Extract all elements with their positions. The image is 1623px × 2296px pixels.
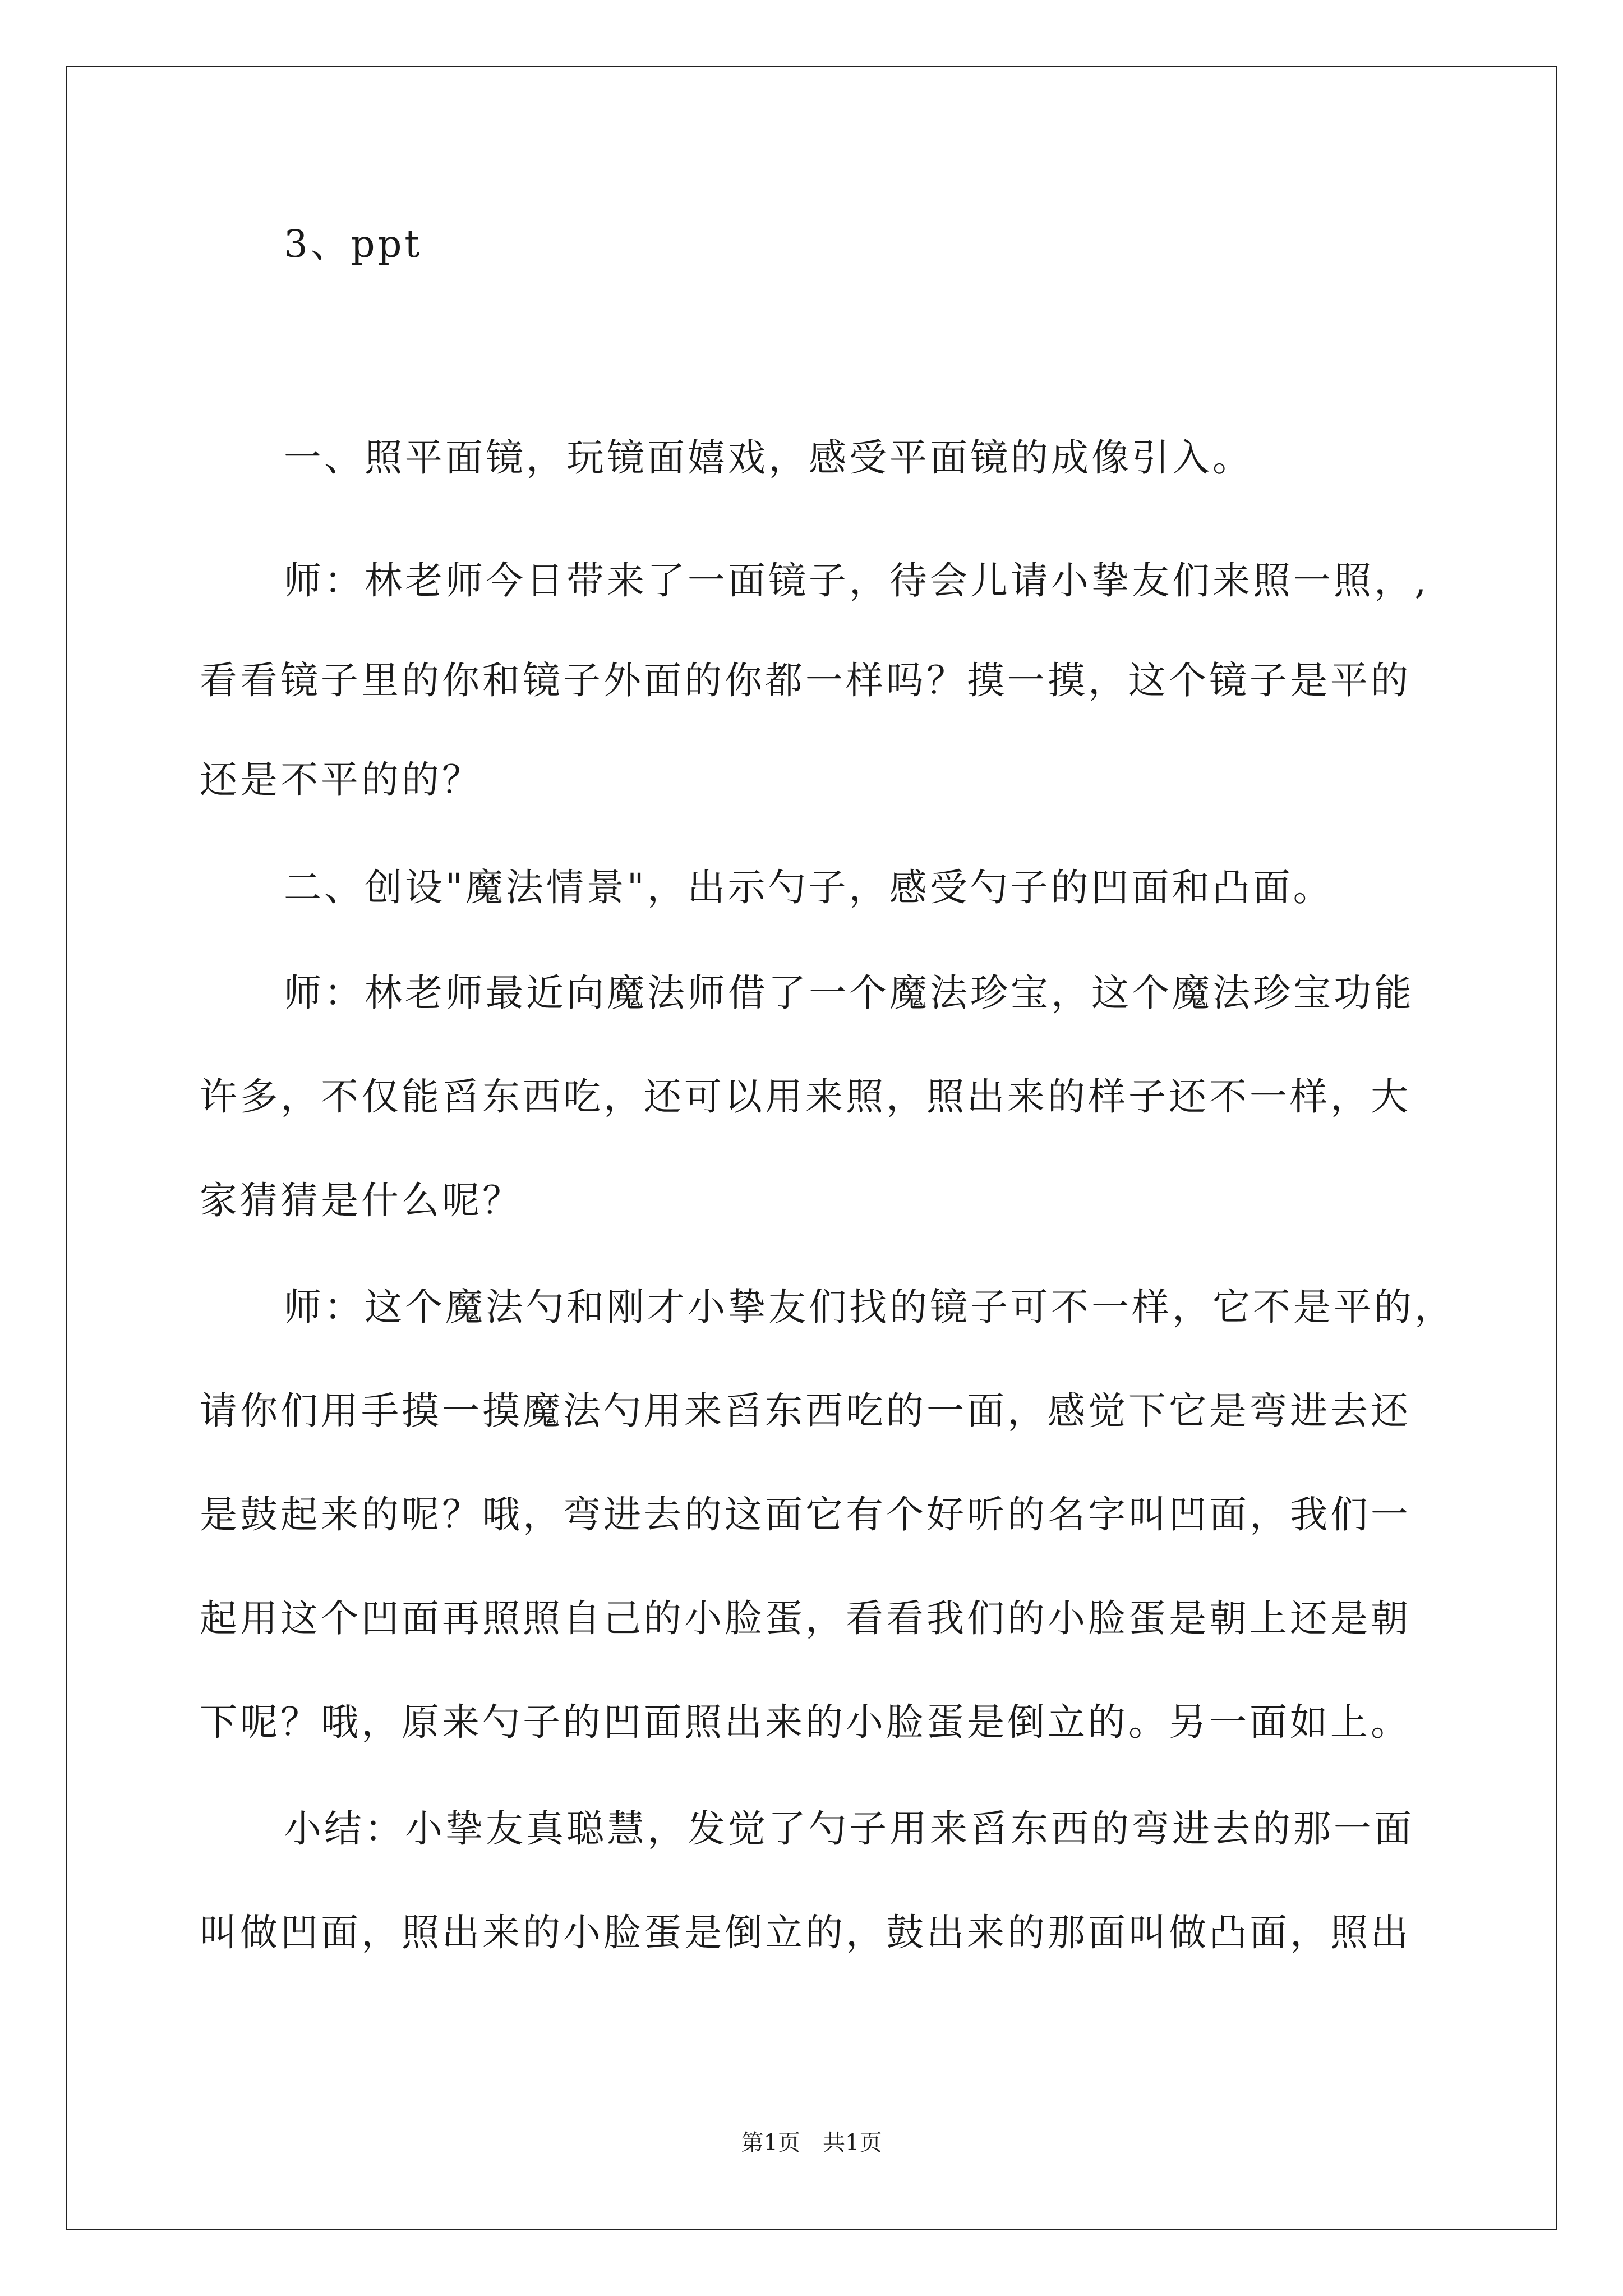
- text-line: 3、ppt: [284, 222, 423, 266]
- text-line: 师：林老师最近向魔法师借了一个魔法珍宝，这个魔法珍宝功能: [284, 971, 1414, 1015]
- text-line: 师：林老师今日带来了一面镜子，待会儿请小挚友们来照一照，,: [284, 559, 1430, 602]
- text-line: 请你们用手摸一摸魔法勺用来舀东西吃的一面，感觉下它是弯进去还: [200, 1389, 1411, 1433]
- text-line: 还是不平的的？: [200, 758, 482, 802]
- text-line: 二、创设"魔法情景"，出示勺子，感受勺子的凹面和凸面。: [284, 866, 1334, 909]
- text-line: 是鼓起来的呢？哦，弯进去的这面它有个好听的名字叫凹面，我们一: [200, 1493, 1411, 1536]
- text-line: 下呢？哦，原来勺子的凹面照出来的小脸蛋是倒立的。另一面如上。: [200, 1700, 1411, 1744]
- text-line: 一、照平面镜，玩镜面嬉戏，感受平面镜的成像引入。: [284, 436, 1253, 480]
- text-line: 家猜猜是什么呢？: [200, 1179, 523, 1222]
- text-line: 小结：小挚友真聪慧，发觉了勺子用来舀东西的弯进去的那一面: [284, 1807, 1414, 1851]
- text-line: 叫做凹面，照出来的小脸蛋是倒立的，鼓出来的那面叫做凸面，照出: [200, 1911, 1411, 1954]
- text-line: 师：这个魔法勺和刚才小挚友们找的镜子可不一样，它不是平的，: [284, 1285, 1455, 1329]
- text-line: 看看镜子里的你和镜子外面的你都一样吗？摸一摸，这个镜子是平的: [200, 659, 1411, 702]
- page-border: [66, 66, 1557, 2230]
- page-footer: 第1页 共1页: [741, 2130, 882, 2156]
- text-line: 许多，不仅能舀东西吃，还可以用来照，照出来的样子还不一样，大: [200, 1075, 1411, 1119]
- text-line: 起用这个凹面再照照自己的小脸蛋，看看我们的小脸蛋是朝上还是朝: [200, 1596, 1411, 1640]
